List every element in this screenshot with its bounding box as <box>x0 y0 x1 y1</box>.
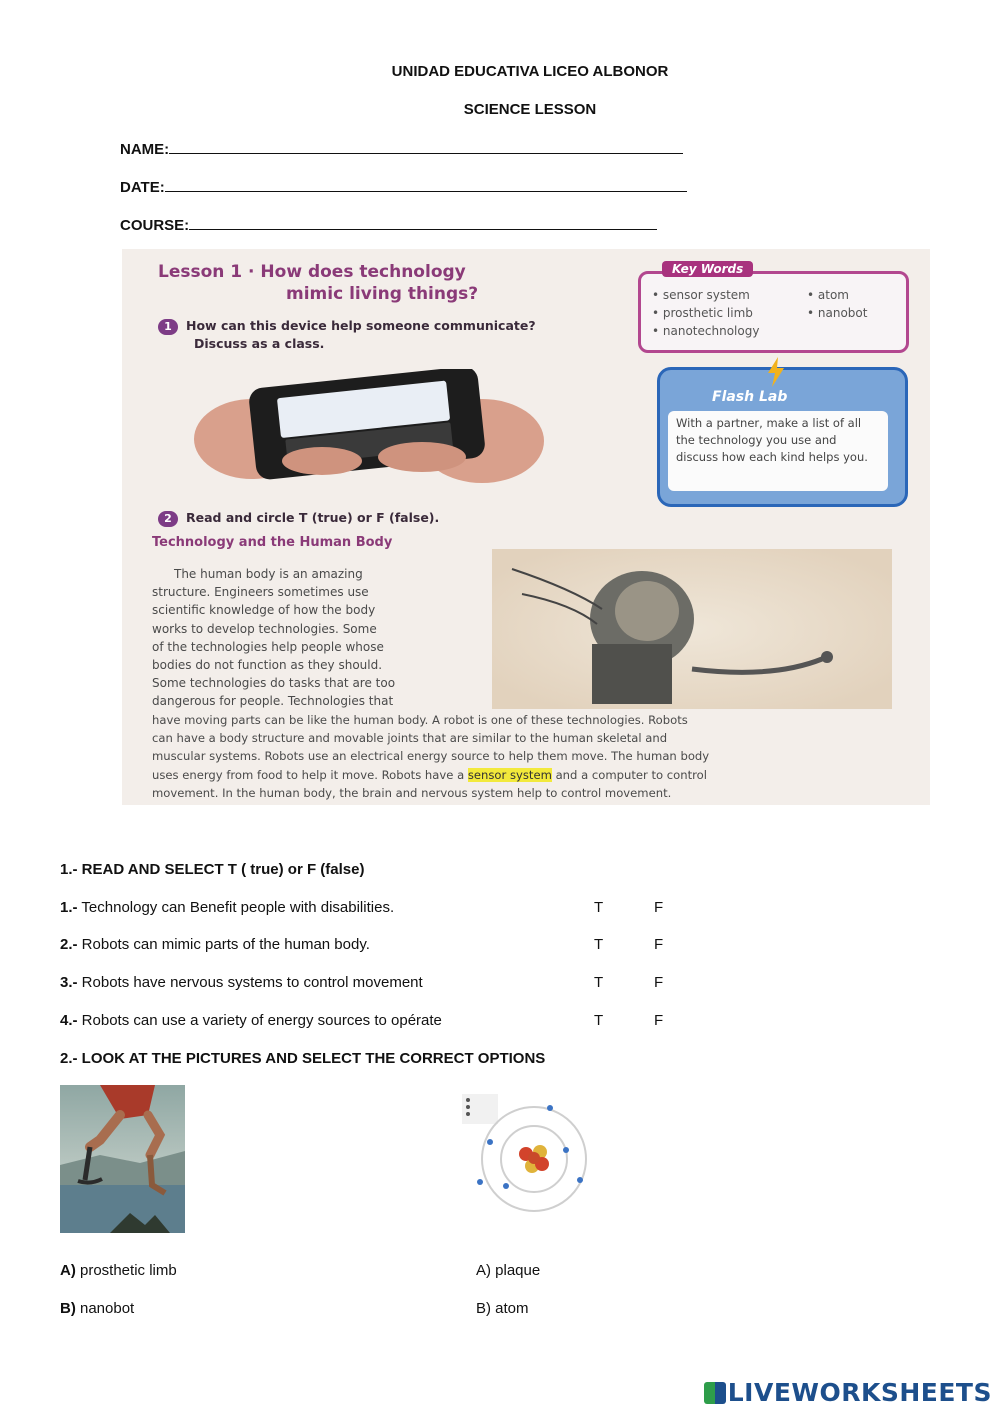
question-1-number: 1 <box>158 319 178 335</box>
option-b-nanobot[interactable] <box>60 1300 134 1317</box>
date-line[interactable] <box>165 177 687 192</box>
paragraph-line: muscular systems. Robots use an electrical energy source to help them move. The human body <box>152 749 710 764</box>
keyword-nanobot: • nanobot <box>807 306 868 320</box>
phone-hands-illustration <box>192 369 552 494</box>
paragraph-line: movement. In the human body, the brain and nervous system help to control movement. <box>152 785 672 800</box>
question-1 <box>158 317 536 352</box>
lesson-subject: SCIENCE LESSON <box>463 101 597 118</box>
true-option[interactable]: T <box>594 1012 604 1029</box>
false-option[interactable]: F <box>654 974 664 991</box>
option-letter: A) <box>60 1262 76 1279</box>
false-option[interactable]: F <box>654 899 664 916</box>
name-line[interactable] <box>169 139 683 154</box>
paragraph-line: dangerous for people. Technologies that <box>152 694 394 709</box>
option-text: prosthetic limb <box>75 1262 177 1279</box>
paragraph-line: structure. Engineers sometimes use <box>152 585 369 600</box>
lesson-title-line-2: mimic living things? <box>286 284 479 304</box>
section-subheading: Technology and the Human Body <box>152 535 393 550</box>
true-option[interactable]: T <box>594 974 604 991</box>
true-option[interactable]: T <box>594 936 604 953</box>
paragraph-line: bodies do not function as they should. <box>152 658 383 673</box>
paragraph-line: of the technologies help people whose <box>152 639 384 654</box>
question-2-number: 2 <box>158 511 178 527</box>
option-a-plaque[interactable]: A) plaque <box>476 1262 541 1279</box>
lws-logo-icon <box>704 1382 726 1404</box>
option-text: nanobot <box>75 1300 135 1317</box>
flash-lab-heading: Flash Lab <box>712 389 788 405</box>
highlighted-keyword: sensor system <box>467 767 552 782</box>
paragraph-line: can have a body structure and movable joints that are similar to the human skeletal and <box>152 731 668 746</box>
question-1-line-1: How can this device help someone communicate? <box>186 318 536 333</box>
paragraph-narrow <box>152 565 395 711</box>
date-label: DATE: <box>120 179 165 196</box>
question-number: 2.- <box>60 936 78 953</box>
question-2-text: Read and circle T (true) or F (false). <box>186 510 440 525</box>
paragraph-line: Some technologies do tasks that are too <box>152 676 396 691</box>
lightning-icon <box>764 357 788 387</box>
section-2-title: 2.- LOOK AT THE PICTURES AND SELECT THE CORRECT OPTIONS <box>60 1050 546 1067</box>
liveworksheets-logo <box>704 1378 992 1407</box>
false-option[interactable]: F <box>654 1012 664 1029</box>
paragraph-wide <box>152 711 709 802</box>
question-number: 1.- <box>60 899 78 916</box>
section-1-title: 1.- READ AND SELECT T ( true) or F (false) <box>60 861 365 878</box>
paragraph-line: The human body is an amazing <box>174 567 363 581</box>
course-label: COURSE: <box>120 217 190 234</box>
lesson-title <box>158 261 478 305</box>
keyword-nanotechnology: • nanotechnology <box>652 324 760 338</box>
question-text: Robots can use a variety of energy sources to opérate <box>77 1012 442 1029</box>
name-label: NAME: <box>120 141 170 158</box>
more-options-icon <box>466 1098 470 1102</box>
question-text: Technology can Benefit people with disabilities. <box>77 899 395 916</box>
lesson-title-line-1: Lesson 1 · How does technology <box>158 262 466 282</box>
question-2 <box>158 509 439 527</box>
question-number: 4.- <box>60 1012 78 1029</box>
option-a-prosthetic-limb[interactable] <box>60 1262 177 1279</box>
paragraph-text: and a computer to control <box>551 767 707 782</box>
keyword-prosthetic-limb: • prosthetic limb <box>652 306 753 320</box>
prosthetic-limb-picture <box>60 1085 188 1233</box>
name-field[interactable] <box>120 139 683 158</box>
question-text: Robots have nervous systems to control movement <box>77 974 423 991</box>
date-field[interactable] <box>120 177 687 196</box>
flash-lab-text: With a partner, make a list of all the technology you use and discuss how each kind helps you. <box>668 411 888 491</box>
atom-picture <box>462 1094 592 1224</box>
paragraph-text: uses energy from food to help it move. Robots have a <box>152 767 468 782</box>
paragraph-line: scientific knowledge of how the body <box>152 603 376 618</box>
true-option[interactable]: T <box>594 899 604 916</box>
key-words-heading: Key Words <box>662 261 753 277</box>
course-line[interactable] <box>189 215 657 230</box>
false-option[interactable]: F <box>654 936 664 953</box>
keyword-atom: • atom <box>807 288 849 302</box>
robot-illustration <box>492 549 892 709</box>
course-field[interactable] <box>120 215 657 234</box>
question-text: Robots can mimic parts of the human body. <box>77 936 370 953</box>
option-letter: B) <box>60 1300 76 1317</box>
question-number: 3.- <box>60 974 78 991</box>
option-b-atom[interactable]: B) atom <box>476 1300 529 1317</box>
question-1-line-2: Discuss as a class. <box>194 336 325 351</box>
paragraph-line: works to develop technologies. Some <box>152 621 377 636</box>
paragraph-line: have moving parts can be like the human body. A robot is one of these technologies. Robots <box>152 713 688 727</box>
textbook-page <box>122 249 930 805</box>
paragraph-line-highlight <box>152 766 709 784</box>
keyword-sensor-system: • sensor system <box>652 288 750 302</box>
logo-text: LIVEWORKSHEETS <box>727 1378 992 1407</box>
school-name: UNIDAD EDUCATIVA LICEO ALBONOR <box>391 63 669 80</box>
